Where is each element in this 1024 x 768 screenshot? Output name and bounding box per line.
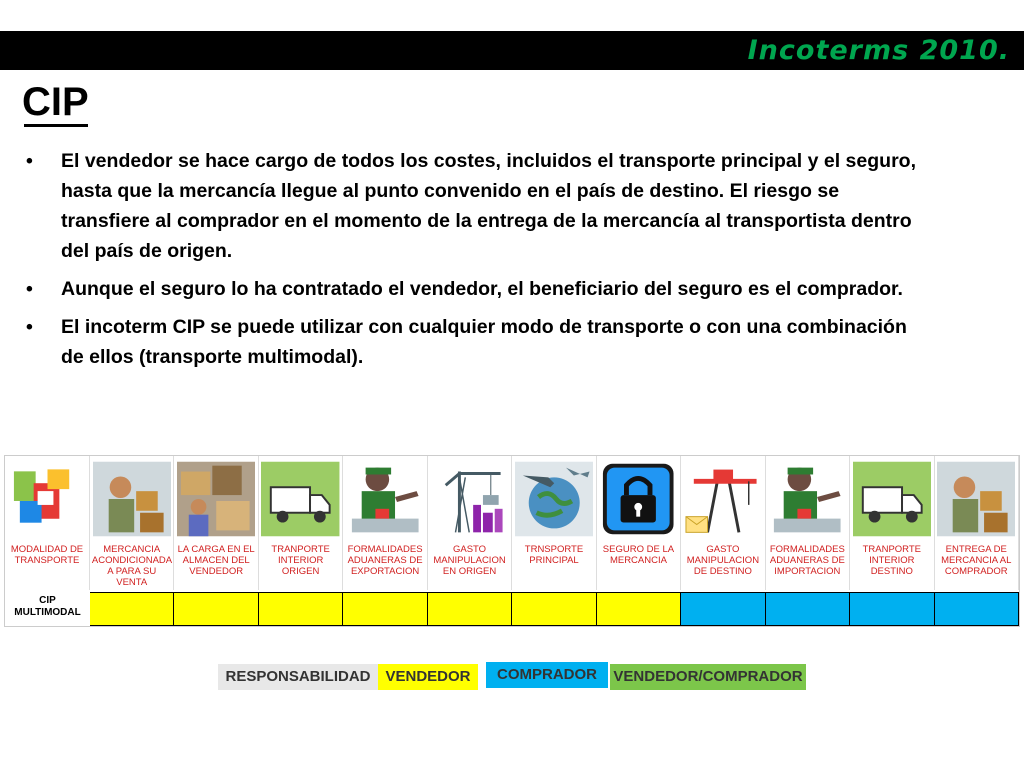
process-step-label: LA CARGA EN EL ALMACEN DEL VENDEDOR [177, 544, 255, 577]
responsibility-cell [597, 592, 681, 626]
responsibility-cell [343, 592, 427, 626]
process-step-column [259, 456, 343, 590]
process-step-label: GASTO MANIPULACION EN ORIGEN [433, 544, 506, 577]
process-step-column [681, 456, 765, 590]
bullet-icon: • [26, 316, 33, 338]
legend-item: VENDEDOR [378, 664, 478, 690]
globe-plane-icon [512, 456, 595, 542]
process-step-label: TRANPORTE INTERIOR DESTINO [862, 544, 922, 577]
process-step-label: ENTREGA DE MERCANCIA AL COMPRADOR [941, 544, 1012, 577]
bullet-list [26, 146, 926, 380]
process-step-label: MODALIDAD DE TRANSPORTE [10, 544, 84, 566]
port-crane-icon [681, 456, 764, 542]
truck-icon [850, 456, 933, 542]
truck-icon [259, 456, 342, 542]
responsibility-cell [935, 592, 1019, 626]
process-step-column [5, 456, 90, 590]
legend-item: COMPRADOR [486, 662, 608, 688]
process-step-column [512, 456, 596, 590]
responsibility-cell [681, 592, 765, 626]
responsibility-cell [90, 592, 174, 626]
process-step-label: SEGURO DE LA MERCANCIA [602, 544, 675, 566]
page-title: CIP [22, 80, 89, 124]
responsibility-cell [428, 592, 512, 626]
process-step-column [343, 456, 427, 590]
process-step-label: FORMALIDADES ADUANERAS DE EXPORTACION [347, 544, 423, 577]
customs-officer-icon [766, 456, 849, 542]
process-step-column [428, 456, 512, 590]
incoterm-process-diagram [4, 455, 1020, 627]
worker-boxes-icon [935, 456, 1018, 542]
process-step-label: TRNSPORTE PRINCIPAL [524, 544, 584, 566]
bullet-icon: • [26, 150, 33, 172]
legend-item: VENDEDOR/COMPRADOR [610, 664, 806, 690]
crane-icon [428, 456, 511, 542]
process-step-label: TRANPORTE INTERIOR ORIGEN [271, 544, 330, 577]
legend-item: RESPONSABILIDAD [218, 664, 378, 690]
padlock-icon [597, 456, 680, 542]
bullet-item [26, 312, 926, 372]
process-step-label: MERCANCIA ACONDICIONADA A PARA SU VENTA [91, 544, 173, 588]
process-step-column [174, 456, 258, 590]
warehouse-loading-icon [174, 456, 257, 542]
title-underline [24, 124, 88, 127]
responsibility-cell [259, 592, 343, 626]
responsibility-cell [766, 592, 850, 626]
process-step-column [935, 456, 1019, 590]
row-label-cip-multimodal: CIP MULTIMODAL [14, 595, 81, 618]
bullet-item [26, 274, 926, 304]
bullet-text: El incoterm CIP se puede utilizar con cualquier modo de transporte o con una combinación de ellos (transporte multimodal). [61, 316, 907, 368]
bullet-text: El vendedor se hace cargo de todos los costes, incluidos el transporte principal y el seguro, hasta que la mercancía llegue al punto convenido en el país de destino. El riesgo se transfiere al comprador en el momento de la entrega de la mercancía al transportista dentro del país de origen. [61, 150, 916, 262]
process-step-label: GASTO MANIPULACION DE DESTINO [686, 544, 760, 577]
brand-title: Incoterms 2010. [747, 35, 1010, 66]
bullet-item [26, 146, 926, 266]
responsibility-cell [512, 592, 596, 626]
process-step-column [850, 456, 934, 590]
customs-officer-icon [343, 456, 426, 542]
header-bar [0, 31, 1024, 70]
transport-modes-icon [5, 456, 89, 542]
process-step-column [766, 456, 850, 590]
responsibility-cell [850, 592, 934, 626]
process-step-label: FORMALIDADES ADUANERAS DE IMPORTACION [769, 544, 845, 577]
process-step-column [90, 456, 174, 590]
responsibility-cell [174, 592, 258, 626]
bullet-text: Aunque el seguro lo ha contratado el vendedor, el beneficiario del seguro es el comprador. [61, 278, 903, 300]
process-step-column [597, 456, 681, 590]
worker-boxes-icon [90, 456, 173, 542]
bullet-icon: • [26, 278, 33, 300]
